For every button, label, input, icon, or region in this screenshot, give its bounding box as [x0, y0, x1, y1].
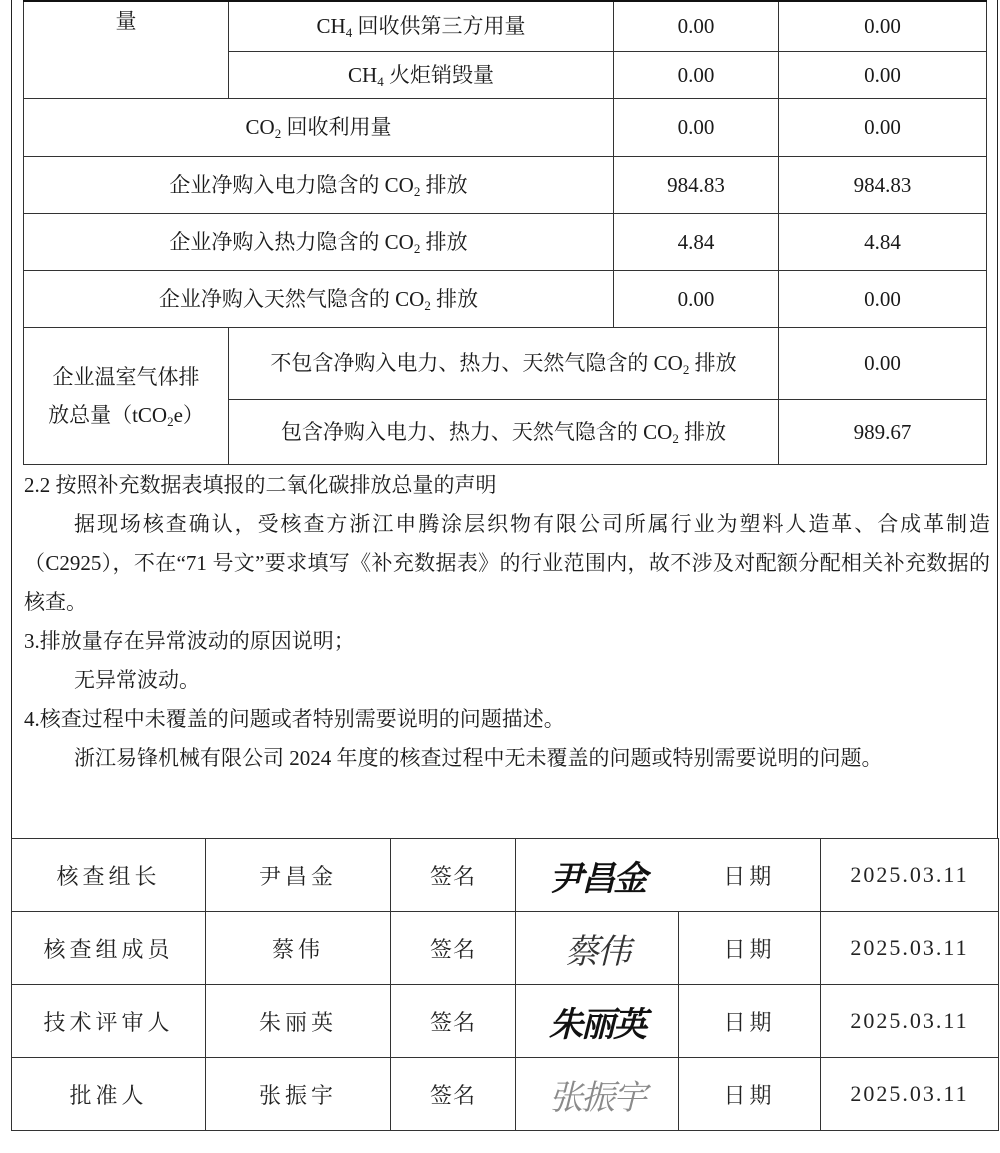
signature-table: [11, 838, 999, 1131]
sign-label: 签名: [391, 912, 516, 985]
row-label: $CH_4$ 火炬销毁量: [229, 51, 614, 98]
role-cell: 技术评审人: [12, 985, 206, 1058]
date-label: 日期: [679, 1058, 821, 1131]
name-cell: 朱丽英: [206, 985, 391, 1058]
date-label: 日期: [679, 985, 821, 1058]
statement-sections: [24, 466, 990, 778]
total-excl-label: 不包含净购入电力、热力、天然气隐含的 $CO_2$ 排放: [229, 327, 779, 399]
table-row: [24, 213, 987, 270]
row-label: 企业净购入天然气隐含的 $CO_2$ 排放: [24, 270, 614, 327]
sign-label: 签名: [391, 1058, 516, 1131]
total-incl-label: 包含净购入电力、热力、天然气隐含的 $CO_2$ 排放: [229, 399, 779, 464]
section-2-2-body: 据现场核查确认，受核查方浙江申腾涂层织物有限公司所属行业为塑料人造革、合成革制造（C2925），不在“71 号文”要求填写《补充数据表》的行业范围内，故不涉及对配额分配相关补充数据的核查。: [24, 512, 990, 614]
sign-label: 签名: [391, 985, 516, 1058]
name-cell: 尹昌金: [206, 839, 391, 912]
value-cell: 0.00: [614, 1, 779, 51]
date-label: 日期: [679, 839, 821, 912]
value-cell: 0.00: [614, 51, 779, 98]
table-row: [24, 327, 987, 399]
role-cell: 核查组长: [12, 839, 206, 912]
row-label: $CO_2$ 回收利用量: [24, 98, 614, 156]
section-3-heading: 3.排放量存在异常波动的原因说明；: [24, 629, 355, 653]
value-cell: 0.00: [779, 51, 987, 98]
value-cell: 4.84: [614, 213, 779, 270]
date-cell: 2025.03.11: [821, 1058, 999, 1131]
date-cell: 2025.03.11: [821, 985, 999, 1058]
handwritten-signature: 张振宇: [516, 1058, 679, 1131]
section-2-2-heading: 2.2 按照补充数据表填报的二氧化碳排放总量的声明: [24, 473, 497, 497]
signature-row: [12, 1058, 999, 1131]
sign-label: 签名: [391, 839, 516, 912]
total-group-label: 企业温室气体排 放总量（tCO$_2$e）: [24, 327, 229, 464]
signature-row: [12, 912, 999, 985]
section-4-heading: 4.核查过程中未覆盖的问题或者特别需要说明的问题描述。: [24, 707, 565, 731]
table-row: [24, 1, 987, 51]
value-cell: 4.84: [779, 213, 987, 270]
value-cell: 0.00: [614, 98, 779, 156]
value-cell: 0.00: [779, 1, 987, 51]
table-row: [24, 270, 987, 327]
value-cell: 0.00: [779, 270, 987, 327]
signature-row: [12, 985, 999, 1058]
signature-row: [12, 839, 999, 912]
date-label: 日期: [679, 912, 821, 985]
table-row: [24, 156, 987, 213]
table-row: [24, 98, 987, 156]
handwritten-signature: 尹昌金: [516, 839, 679, 912]
handwritten-signature: 蔡伟: [516, 912, 679, 985]
emissions-table: [23, 0, 987, 465]
page-frame-right-border: [997, 0, 998, 838]
name-cell: 蔡伟: [206, 912, 391, 985]
value-cell: 984.83: [614, 156, 779, 213]
value-cell: 0.00: [779, 98, 987, 156]
row-label: 企业净购入热力隐含的 $CO_2$ 排放: [24, 213, 614, 270]
section-4-body: 浙江易锋机械有限公司 2024 年度的核查过程中无未覆盖的问题或特别需要说明的问题。: [74, 746, 883, 770]
row-group-label: 量: [24, 1, 229, 98]
role-cell: 批准人: [12, 1058, 206, 1131]
name-cell: 张振宇: [206, 1058, 391, 1131]
date-cell: 2025.03.11: [821, 839, 999, 912]
total-excl-value: 0.00: [779, 327, 987, 399]
total-incl-value: 989.67: [779, 399, 987, 464]
value-cell: 984.83: [779, 156, 987, 213]
page-frame-left-border: [11, 0, 12, 838]
section-3-body: 无异常波动。: [74, 668, 200, 692]
date-cell: 2025.03.11: [821, 912, 999, 985]
role-cell: 核查组成员: [12, 912, 206, 985]
value-cell: 0.00: [614, 270, 779, 327]
handwritten-signature: 朱丽英: [516, 985, 679, 1058]
row-label: $CH_4$ 回收供第三方用量: [229, 1, 614, 51]
row-label: 企业净购入电力隐含的 $CO_2$ 排放: [24, 156, 614, 213]
